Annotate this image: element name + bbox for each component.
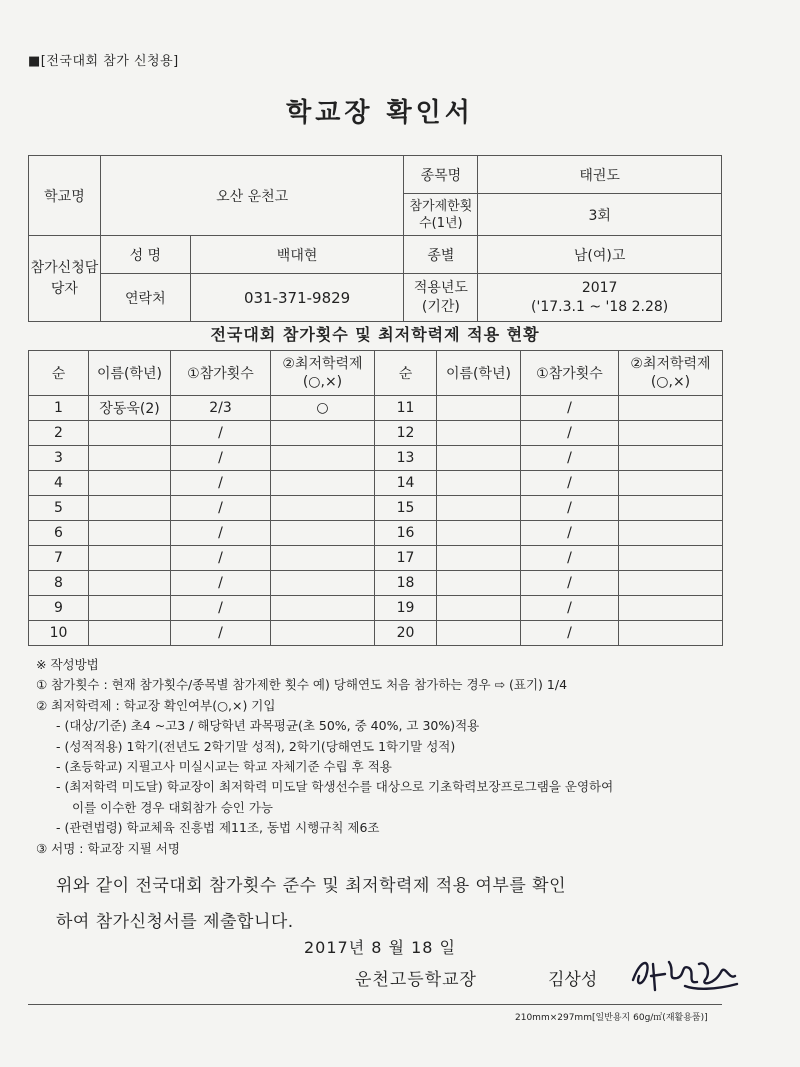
status-title: 전국대회 참가횟수 및 최저학력제 적용 현황 [210, 325, 540, 344]
table-cell [437, 521, 521, 546]
table-cell [271, 446, 375, 471]
table-cell [437, 396, 521, 421]
limit-value: 3회 [478, 194, 722, 236]
table-cell [89, 596, 171, 621]
school-value: 오산 운천고 [100, 156, 404, 236]
table-cell: / [171, 521, 271, 546]
table-cell: 15 [375, 496, 437, 521]
table-cell [437, 471, 521, 496]
table-cell [271, 596, 375, 621]
table-row [29, 596, 723, 621]
table-cell: / [171, 571, 271, 596]
guide-item-3: ③ 서명 : 학교장 지필 서명 [36, 840, 180, 856]
contact-value: 031-371-9829 [190, 274, 404, 322]
table-cell: / [171, 621, 271, 646]
status-header-cell: ①참가횟수 [171, 351, 271, 396]
table-cell [619, 471, 723, 496]
period-value: ('17.3.1 ~ '18 2.28) [531, 298, 669, 315]
table-cell [89, 471, 171, 496]
table-cell: 8 [29, 571, 89, 596]
table-cell: 2/3 [171, 396, 271, 421]
table-cell [89, 571, 171, 596]
table-cell: 3 [29, 446, 89, 471]
event-label: 종목명 [404, 156, 478, 194]
table-cell [89, 546, 171, 571]
table-cell [271, 521, 375, 546]
table-cell: / [521, 621, 619, 646]
applicant-label: 참가신청담당자 [29, 236, 101, 322]
table-cell: / [521, 596, 619, 621]
table-cell: 5 [29, 496, 89, 521]
table-cell [89, 621, 171, 646]
event-value: 태권도 [478, 156, 722, 194]
school-principal-title: 운천고등학교장 [355, 970, 477, 990]
status-header-cell: ①참가횟수 [521, 351, 619, 396]
table-cell [89, 421, 171, 446]
guide-item-2b: - (성적적용) 1학기(전년도 2학기말 성적), 2학기(당해연도 1학기말 성적) [56, 738, 456, 754]
table-cell [89, 521, 171, 546]
guide-item-2d-cont: 이를 이수한 경우 대회참가 승인 가능 [72, 799, 273, 815]
table-cell: 9 [29, 596, 89, 621]
paper-spec: 210mm×297mm[일반용지 60g/㎡(재활용품)] [515, 1013, 708, 1023]
table-row [29, 471, 723, 496]
info-table [28, 155, 722, 322]
confirmation-statement [56, 868, 736, 940]
table-cell: 1 [29, 396, 89, 421]
table-cell: 10 [29, 621, 89, 646]
year-label: 적용년도(기간) [404, 274, 478, 322]
status-header-row [29, 351, 723, 396]
guide-item-1: ① 참가횟수 : 현재 참가횟수/종목별 참가제한 횟수 예) 당해연도 처음 참가하는 경우 ⇨ (표기) 1/4 [36, 677, 568, 693]
application-tag: ■[전국대회 참가 신청용] [28, 54, 179, 69]
table-cell: / [521, 571, 619, 596]
table-row [29, 496, 723, 521]
document-title: 학교장 확인서 [286, 98, 474, 128]
handwritten-signature [625, 950, 745, 995]
table-cell: 14 [375, 471, 437, 496]
table-cell: 18 [375, 571, 437, 596]
table-cell [437, 421, 521, 446]
table-cell [619, 496, 723, 521]
year-value: 2017 [581, 279, 618, 296]
table-row [29, 621, 723, 646]
school-label: 학교명 [29, 156, 101, 236]
gender-value: 남(여)고 [478, 236, 722, 274]
guide-item-2: ② 최저학력제 : 학교장 확인여부(○,×) 기입 [36, 697, 276, 713]
status-header-cell: ②최저학력제(○,×) [271, 351, 375, 396]
year-cell [478, 274, 722, 322]
table-cell: 4 [29, 471, 89, 496]
table-cell: 19 [375, 596, 437, 621]
table-cell: / [521, 471, 619, 496]
table-cell [437, 496, 521, 521]
table-cell [437, 596, 521, 621]
table-cell: / [171, 596, 271, 621]
table-cell: / [521, 396, 619, 421]
table-cell: 2 [29, 421, 89, 446]
statement-line-2: 하여 참가신청서를 제출합니다. [56, 912, 294, 932]
table-cell: / [521, 521, 619, 546]
table-cell [619, 446, 723, 471]
status-header-cell: 순 [375, 351, 437, 396]
table-cell: 20 [375, 621, 437, 646]
table-row [29, 396, 723, 421]
table-cell: 7 [29, 546, 89, 571]
table-cell: / [521, 496, 619, 521]
table-cell: 17 [375, 546, 437, 571]
status-header-cell: 이름(학년) [437, 351, 521, 396]
statement-line-1: 위와 같이 전국대회 참가횟수 준수 및 최저학력제 적용 여부를 확인 [56, 876, 567, 896]
table-cell [271, 571, 375, 596]
table-cell: / [171, 546, 271, 571]
table-row [29, 571, 723, 596]
status-header-cell: 순 [29, 351, 89, 396]
table-cell: 11 [375, 396, 437, 421]
table-cell [271, 621, 375, 646]
guide-item-2c: - (초등학교) 지필고사 미실시교는 학교 자체기준 수립 후 적용 [56, 759, 392, 775]
table-cell [271, 471, 375, 496]
table-cell [619, 596, 723, 621]
table-cell [437, 571, 521, 596]
issue-date: 2017년 8 월 18 일 [304, 938, 456, 957]
table-cell [437, 546, 521, 571]
name-value: 백대현 [190, 236, 404, 274]
contact-label: 연락처 [100, 274, 190, 322]
table-cell: 13 [375, 446, 437, 471]
table-cell [619, 571, 723, 596]
writing-guide [36, 655, 736, 859]
table-cell [271, 421, 375, 446]
table-cell [89, 446, 171, 471]
status-table [28, 350, 723, 646]
table-cell [619, 521, 723, 546]
table-cell [619, 546, 723, 571]
table-cell: / [171, 471, 271, 496]
table-cell: / [521, 546, 619, 571]
status-header-cell: ②최저학력제(○,×) [619, 351, 723, 396]
table-cell: / [171, 496, 271, 521]
table-cell [619, 621, 723, 646]
table-cell [619, 396, 723, 421]
table-cell: 장동욱(2) [89, 396, 171, 421]
table-row [29, 521, 723, 546]
table-cell [89, 496, 171, 521]
table-cell: 12 [375, 421, 437, 446]
table-cell: / [171, 421, 271, 446]
table-cell: 6 [29, 521, 89, 546]
guide-heading: ※ 작성방법 [36, 657, 99, 672]
guide-item-2a: - (대상/기준) 초4 ~고3 / 해당학년 과목평균(초 50%, 중 40%, 고 30%)적용 [56, 718, 480, 734]
guide-item-2d: - (최저학력 미도달) 학교장이 최저학력 미도달 학생선수를 대상으로 기초학력보장프로그램을 운영하여 [56, 779, 614, 795]
table-cell [271, 546, 375, 571]
gender-label: 종별 [404, 236, 478, 274]
table-cell: ○ [271, 396, 375, 421]
table-cell: / [521, 421, 619, 446]
status-header-cell: 이름(학년) [89, 351, 171, 396]
table-row [29, 421, 723, 446]
guide-item-2e: - (관련법령) 학교체육 진흥법 제11조, 동법 시행규칙 제6조 [56, 820, 380, 836]
table-cell [619, 421, 723, 446]
table-cell [437, 446, 521, 471]
table-cell: 16 [375, 521, 437, 546]
footer-divider [28, 1004, 722, 1005]
principal-name: 김상성 [548, 970, 598, 990]
name-label: 성 명 [100, 236, 190, 274]
table-cell: / [521, 446, 619, 471]
table-row [29, 546, 723, 571]
table-cell [437, 621, 521, 646]
table-cell [271, 496, 375, 521]
limit-label: 참가제한횟수(1년) [404, 194, 478, 236]
table-row [29, 446, 723, 471]
table-cell: / [171, 446, 271, 471]
